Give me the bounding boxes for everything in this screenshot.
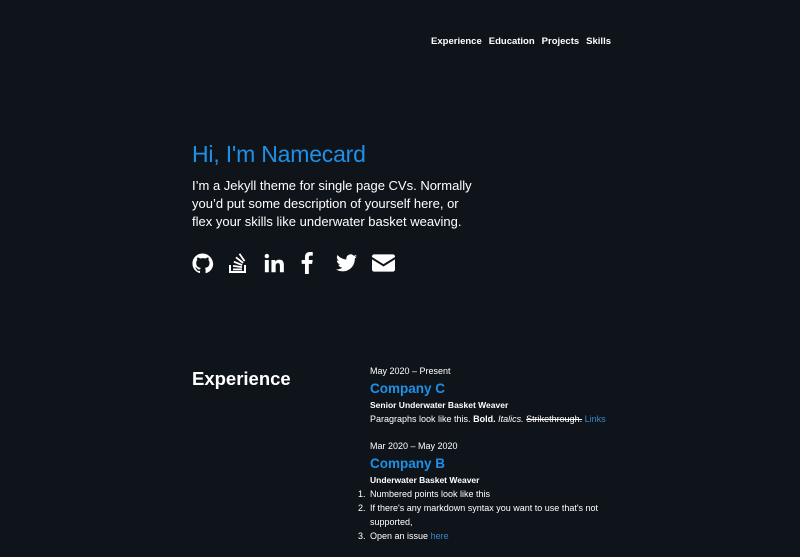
list-number: 3.: [358, 531, 366, 541]
facebook-icon[interactable]: [300, 252, 336, 274]
entry-company: Company C: [370, 381, 446, 396]
experience-entry: [370, 365, 610, 426]
desc-link[interactable]: Links: [584, 414, 606, 424]
email-icon[interactable]: [372, 252, 408, 274]
twitter-icon[interactable]: [336, 252, 372, 274]
experience-heading: Experience: [192, 368, 291, 389]
numbered-list: [358, 487, 610, 543]
list-item-text: Numbered points look like this: [370, 489, 491, 499]
list-item-text: If there's any markdown syntax you want to use that's not supported,: [370, 503, 599, 527]
list-number: 1.: [358, 489, 366, 499]
list-item: [358, 501, 610, 529]
stackoverflow-icon[interactable]: [228, 252, 264, 274]
entry-date: May 2020 – Present: [370, 366, 451, 376]
nav-item-skills[interactable]: Skills: [586, 36, 611, 47]
entry-date: Mar 2020 – May 2020: [370, 441, 458, 451]
hero-title: Hi, I'm Namecard: [192, 141, 366, 167]
hero-section: [192, 141, 492, 275]
list-item-text-part: Open an issue: [370, 531, 429, 541]
entry-role: Underwater Basket Weaver: [370, 475, 480, 485]
issue-link[interactable]: here: [430, 531, 449, 541]
nav-item-experience[interactable]: Experience: [431, 36, 482, 47]
hero-description: I’m a Jekyll theme for single page CVs. Normally you’d put some description of yourself here, or flex your skills like underwater basket weaving.: [192, 178, 472, 229]
experience-entry: [358, 440, 610, 543]
list-item: [358, 529, 610, 543]
desc-bold: Bold.: [473, 414, 496, 424]
linkedin-icon[interactable]: [264, 252, 300, 274]
desc-text: Paragraphs look like this.: [370, 414, 471, 424]
top-nav: [431, 36, 611, 47]
nav-item-education[interactable]: Education: [488, 36, 535, 47]
entry-company: Company B: [370, 456, 446, 471]
experience-list: [358, 365, 610, 557]
list-item-text: [370, 529, 449, 543]
desc-strikethrough: Strikethrough.: [526, 414, 583, 424]
github-icon[interactable]: [192, 252, 228, 274]
entry-description: [370, 412, 610, 426]
desc-italic: Italics.: [498, 414, 524, 424]
entry-role: Senior Underwater Basket Weaver: [370, 400, 509, 410]
nav-item-projects[interactable]: Projects: [541, 36, 580, 47]
list-number: 2.: [358, 503, 366, 513]
list-item: [358, 487, 610, 501]
social-links: [192, 251, 492, 275]
